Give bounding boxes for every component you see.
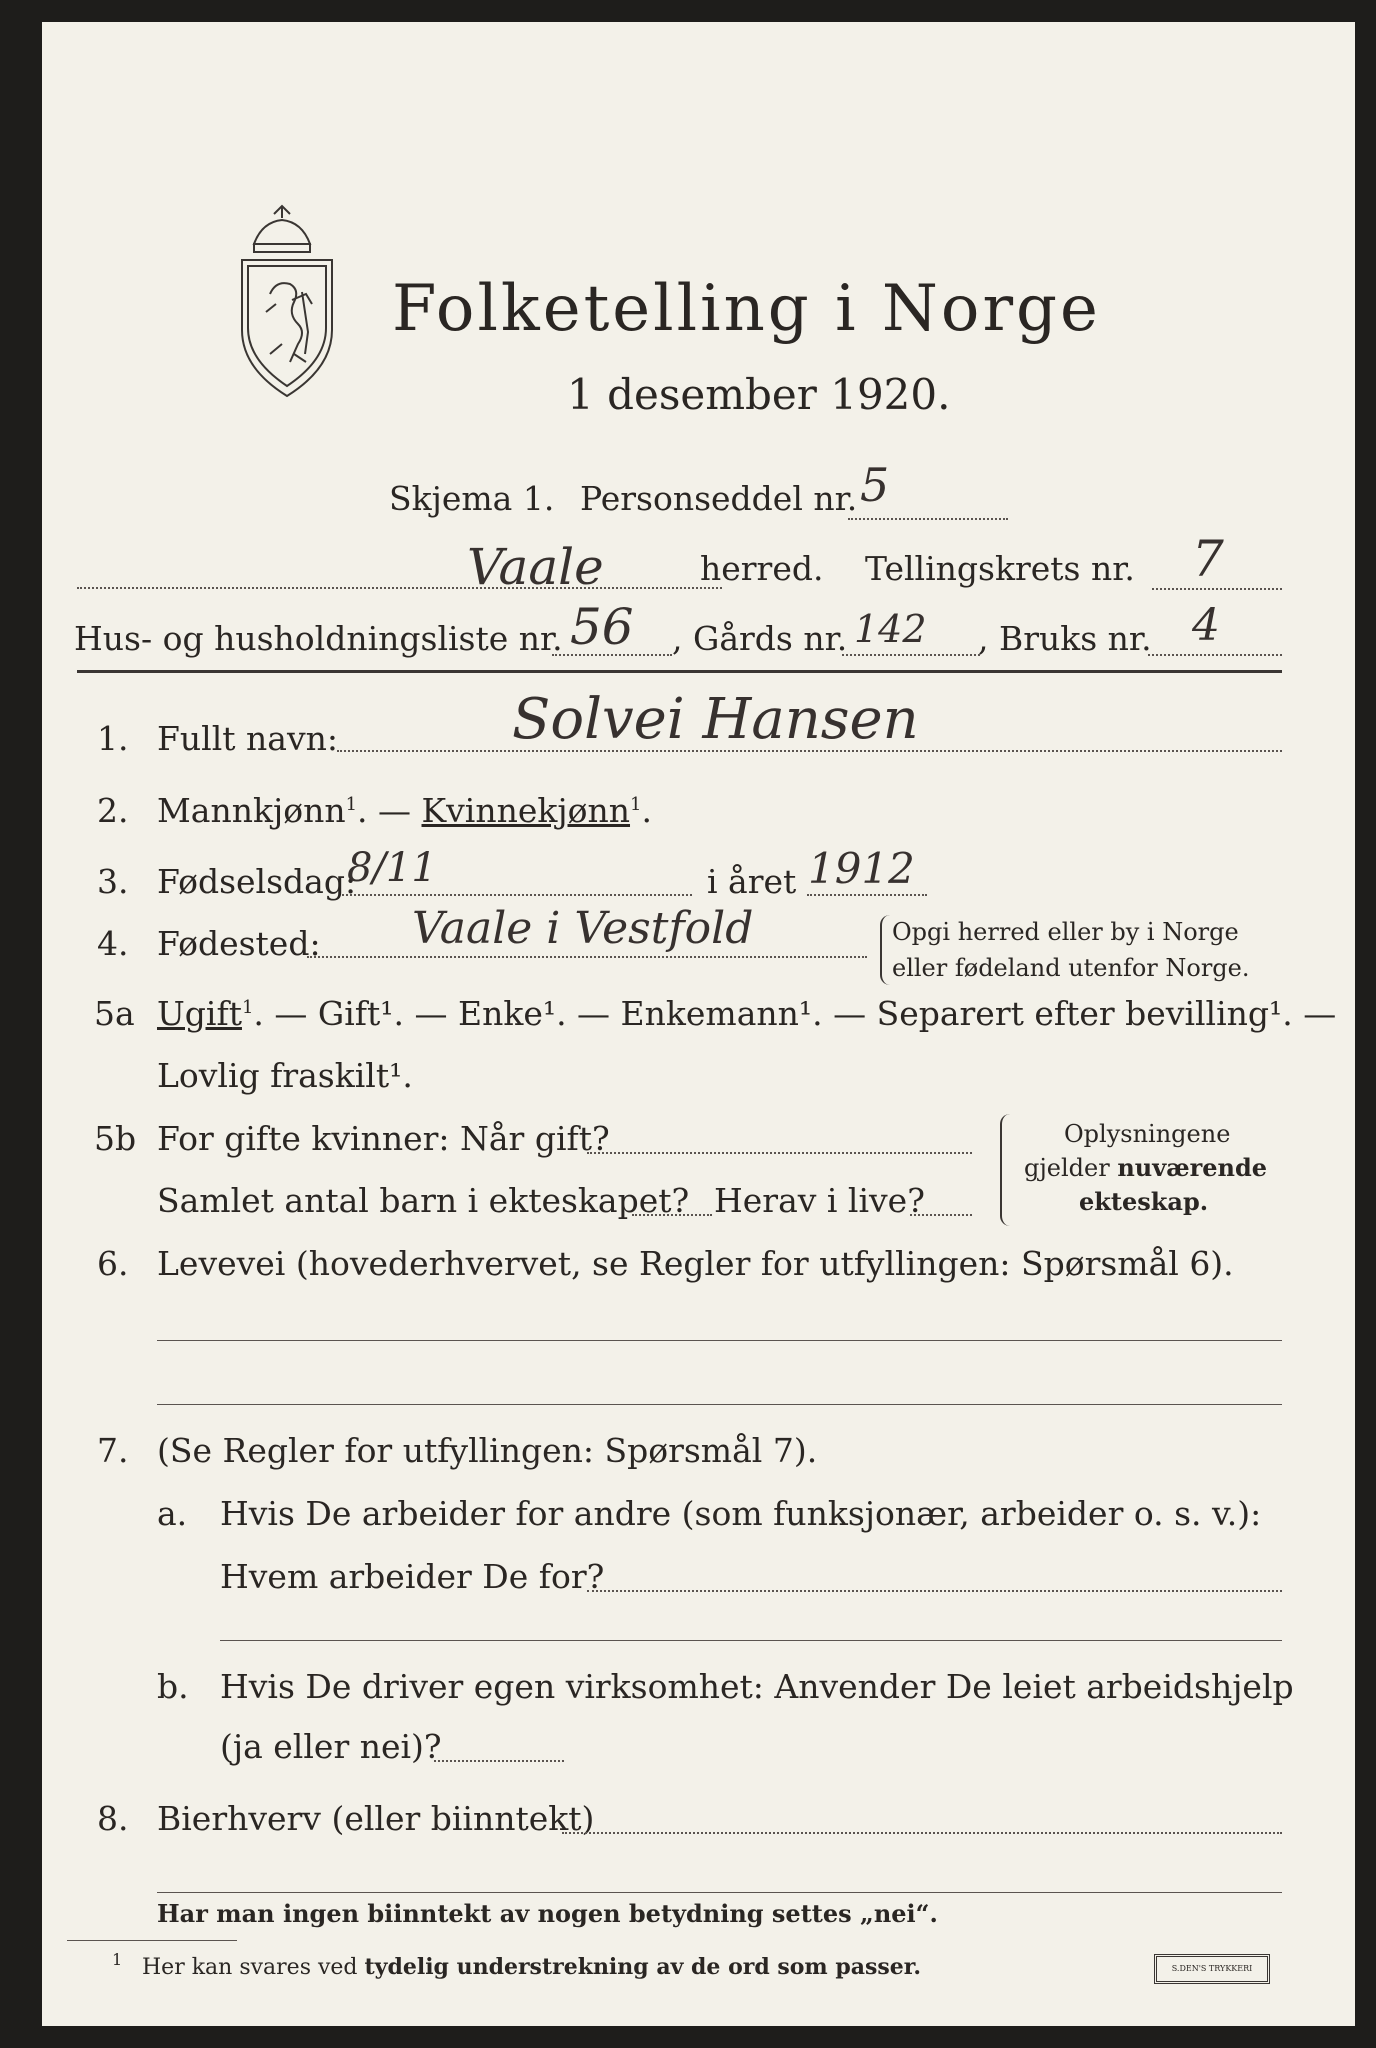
gards-label: , Gårds nr. [672,619,848,658]
q8-text: Bierhverv (eller biinntekt) [157,1799,595,1838]
q3-line [342,894,692,896]
q3-year-value: 1912 [808,844,915,893]
footnote-text-a: Her kan svares ved [142,1955,365,1980]
note-nei: Har man ingen biinntekt av nogen betydning settes „nei“. [157,1899,938,1928]
q2-end: . [641,791,652,830]
q1-label: Fullt navn: [157,719,338,758]
printer-stamp-text: S.DEN'S TRYKKERI [1171,1964,1253,1973]
header-divider [77,670,1282,673]
q7a-employer-line [587,1590,1282,1592]
q7a-answer-line-2 [220,1640,1282,1641]
q3-label: Fødselsdag: [157,862,357,901]
printer-stamp [1154,1954,1270,1984]
q1-number: 1. [97,719,129,758]
mannkjonn-option: Mannkjønn [157,791,346,830]
q2-number: 2. [97,791,129,830]
q4-label: Fødested: [157,924,321,963]
q3-year-label: i året [707,862,797,901]
bruks-label: , Bruks nr. [978,619,1152,658]
q7b-text: Hvis De driver egen virksomhet: Anvender De leiet arbeidshjelp [220,1667,1294,1706]
q5b-note-line3: ekteskap. [1079,1187,1209,1216]
personseddel-label: Personseddel nr. [580,479,858,518]
q5b-note-line2 [1024,1153,1268,1182]
q5b-note-line1: Oplysningene [1064,1120,1231,1148]
q5b-when-line [587,1152,972,1154]
q7a-text: Hvis De arbeider for andre (som funksjonær, arbeider o. s. v.): [220,1494,1262,1533]
q5b-note-gjelder: gjelder [1024,1154,1118,1182]
q3-value: 8/11 [347,845,437,891]
footnote-text-b: tydelig understrekning av de ord som passer. [364,1954,922,1980]
q3-number: 3. [97,862,129,901]
q4-value: Vaale i Vestfold [412,903,754,954]
q4-note-line2: eller fødeland utenfor Norge. [892,954,1250,982]
q5a-text [157,994,1337,1033]
q7b-line2: (ja eller nei)? [220,1727,442,1766]
norwegian-coat-of-arms-icon [232,204,342,404]
q4-line [307,956,867,958]
q7a-letter: a. [157,1494,188,1533]
q5a-line2: Lovlig fraskilt¹. [157,1056,413,1095]
bruks-value: 4 [1192,600,1220,651]
q8-answer-line-2 [157,1892,1282,1893]
q2-text [157,791,652,830]
q7-text: (Se Regler for utfyllingen: Spørsmål 7). [157,1431,818,1470]
q4-brace [880,915,890,985]
q7-number: 7. [97,1431,129,1470]
q5b-line2b: Herav i live? [714,1181,925,1220]
q4-number: 4. [97,924,129,963]
q6-answer-line-2 [157,1404,1282,1405]
tellingskrets-value: 7 [1192,530,1224,588]
census-form-page [42,22,1355,2026]
ugift-option: Ugift [157,994,242,1033]
q5a-other-options: . — Gift¹. — Enke¹. — Enkemann¹. — Separert efter bevilling¹. — [253,994,1337,1033]
footnote-mark: 1 [112,1950,123,1969]
q5a-sup: 1 [241,997,254,1018]
q7b-letter: b. [157,1667,189,1706]
bruks-line [1148,654,1282,656]
herred-value: Vaale [467,538,604,596]
q2-sep: . — [357,791,412,830]
q4-note-line1: Opgi herred eller by i Norge [892,918,1239,946]
q8-number: 8. [97,1799,129,1838]
q3-year-line [807,894,927,896]
footnote-text [142,1956,921,1979]
gards-value: 142 [854,607,927,651]
footnote-divider [67,1940,237,1941]
q5b-line2a: Samlet antal barn i ekteskapet? [157,1181,690,1220]
form-title: Folketelling i Norge [392,272,1101,346]
q5b-note-nuvarende: nuværende [1117,1153,1268,1182]
skjema-label: Skjema 1. [389,479,555,518]
q2-sup-b: 1 [630,794,642,815]
q5b-line1: For gifte kvinner: Når gift? [157,1119,610,1158]
q8-line [562,1832,1282,1834]
q1-value: Solvei Hansen [512,687,919,752]
q6-answer-line-1 [157,1340,1282,1341]
q6-text: Levevei (hovederhvervet, se Regler for utfyllingen: Spørsmål 6). [157,1244,1234,1283]
personseddel-value: 5 [860,458,890,512]
personseddel-line [848,518,1008,520]
q7a-line2: Hvem arbeider De for? [220,1557,605,1596]
tellingskrets-line [1152,588,1282,590]
kvinnekjonn-option: Kvinnekjønn [421,791,631,830]
q5b-children-line [632,1214,712,1216]
q6-number: 6. [97,1244,129,1283]
q5a-number: 5a [94,994,135,1033]
tellingskrets-label: Tellingskrets nr. [865,549,1135,588]
gards-line [842,654,980,656]
q7b-answer-line [434,1760,564,1762]
husliste-value: 56 [570,598,634,656]
herred-label: herred. [700,549,824,588]
husliste-label: Hus- og husholdningsliste nr. [74,619,563,658]
q2-sup-a: 1 [345,794,358,815]
q5b-number: 5b [94,1119,137,1158]
census-date: 1 desember 1920. [567,370,951,419]
q5b-alive-line [910,1214,972,1216]
q5b-brace [1000,1114,1012,1226]
herred-line [77,587,722,589]
